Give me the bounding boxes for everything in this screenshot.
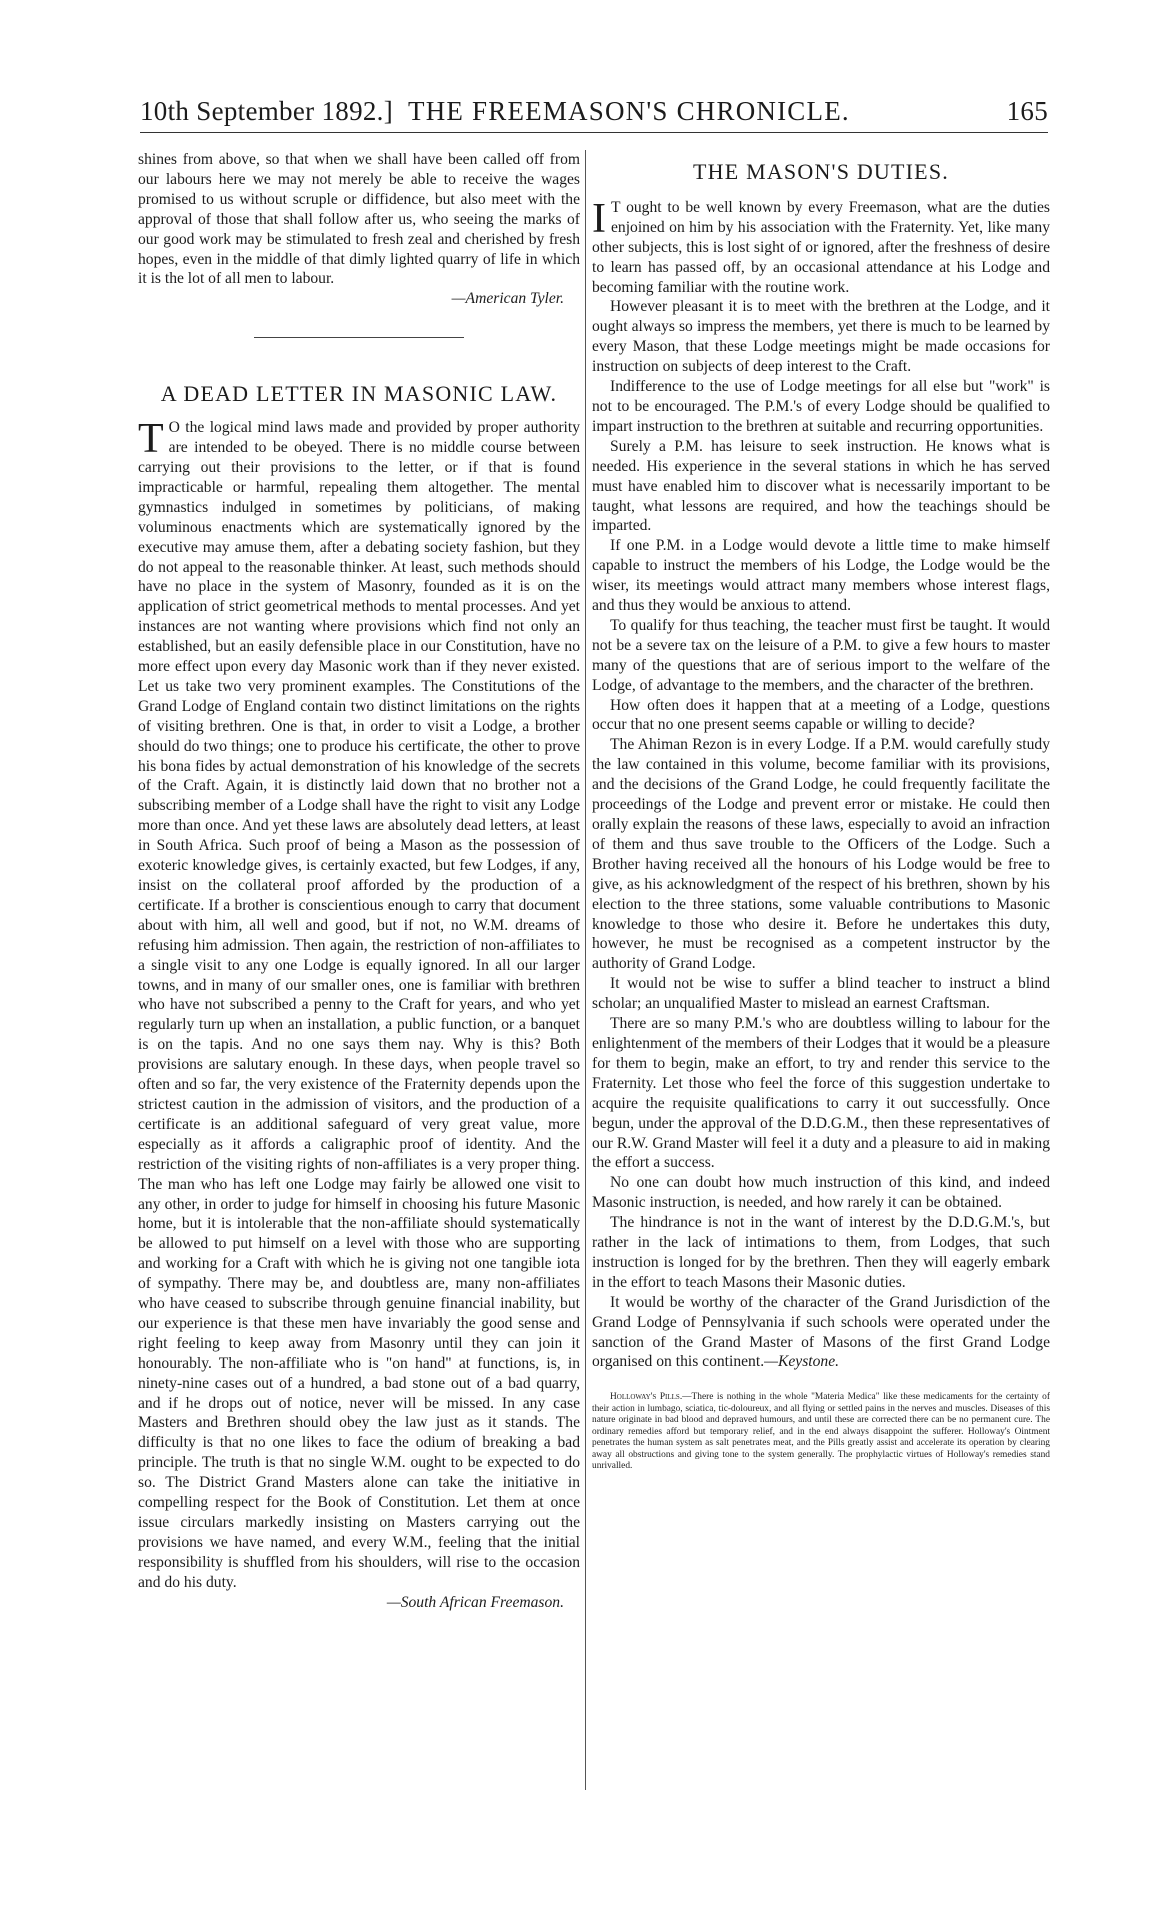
duties-paragraph: The Ahiman Rezon is in every Lodge. If a P.M. would carefully study the law contained in this volume, become familiar with its provisions, and the decisions of the Grand Lodge, he could frequently facilitate the proceedings of the Lodge and prevent error or mistake. He could then orally explain the reasons of these laws, especially to avoid an infraction of them and thus save trouble to the Officers of the Lodge. Such a Brother having received all the honours of his Lodge would be free to give, as his acknowledgment of the respect of his brethren, shown by his election to the three stations, some valuable contributions to Masonic knowledge to those who desire it. Before he undertakes this duty, however, he must be recognised as a competent instructor by the authority of Grand Lodge.: [592, 736, 1050, 973]
advertisement-title: Holloway's Pills.: [610, 1392, 683, 1403]
header-date: 10th September 1892.]: [140, 96, 394, 126]
advertisement-text: —There is nothing in the whole "Materia Medica" like these medicaments for the certainty of their action in lumbago, sciatica, tic-doloureux, and all flying or settled pains in the nerves and muscles. Diseases of this nature originate in bad blood and depraved humours, and until these are corrected there can be no permanent cure. The ordinary remedies afford but temporary relief, and in the end always disappoint the sufferer. Holloway's Ointment penetrates the human system as salt penetrates meat, and the Pills greatly assist and accelerate its operation by clearing away all obstructions and giving tone to the system generally. The prophylactic virtues of Holloway's remedies stand unrivalled.: [592, 1392, 1050, 1472]
duties-paragraph-text: T ought to be well known by every Freemason, what are the duties enjoined on him by his association with the Fraternity. Yet, like many other subjects, this is lost sight of or ignored, after the freshness of desire to learn has passed off, by an occasional attendance at his Lodge and becoming familiar with the routine work.: [592, 198, 1050, 296]
page-number: 165: [1006, 96, 1048, 126]
page-header: [140, 96, 1048, 132]
duties-attribution: —Keystone.: [764, 1353, 840, 1371]
duties-paragraph: [592, 195, 1050, 298]
duties-paragraph-text: It would be worthy of the character of the Grand Jurisdiction of the Grand Lodge of Pennsylvania if such schools were operated under the sanction of the Grand Master of Masons of the first Grand Lodge organised on this continent.: [592, 1293, 1050, 1371]
article-title-masons-duties: THE MASON'S DUTIES.: [693, 159, 949, 184]
header-rule: [140, 132, 1048, 133]
duties-paragraph: How often does it happen that at a meeting of a Lodge, questions occur that no one present seems capable or willing to decide?: [592, 696, 1050, 734]
column-divider: [585, 150, 586, 1790]
duties-paragraph: It would not be wise to suffer a blind teacher to instruct a blind scholar; an unqualified Master to mislead an earnest Craftsman.: [592, 975, 1050, 1013]
intro-paragraph: shines from above, so that when we shall have been called off from our labours here we may not merely be able to receive the wages promised to us without scruple or diffidence, but also meet with the approval of those that shall follow after us, who seeing the marks of our good work may be stimulated to fresh zeal and cherished by fresh hopes, even in the middle of that dimly lighted quarry of life in which it is the lot of all men to labour.: [138, 151, 580, 288]
section-divider: [254, 337, 464, 338]
duties-paragraph: If one P.M. in a Lodge would devote a little time to make himself capable to instruct the members of his Lodge, the Lodge would be the wiser, its meetings would attract many members whose interest flags, and thus they would be anxious to attend.: [592, 537, 1050, 615]
left-column: [138, 150, 580, 1613]
duties-paragraph: The hindrance is not in the want of interest by the D.D.G.M.'s, but rather in the lack of intimations to them, from Lodges, that such instruction is longed for by the brethren. Then they will eagerly embark in the effort to teach Masons their Masonic duties.: [592, 1214, 1050, 1291]
duties-paragraph: To qualify for thus teaching, the teacher must first be taught. It would not be a severe tax on the leisure of a P.M. to give a few hours to master many of the questions that are of serious import to the welfare of the Lodge, of advantage to the members, and the character of the brethren.: [592, 616, 1050, 694]
drop-cap-i: I: [592, 195, 606, 242]
right-column: [592, 150, 1050, 1473]
duties-paragraph: There are so many P.M.'s who are doubtless willing to labour for the enlightenment of the members of their Lodges that it would be a pleasure for them to begin, make an effort, to try and render this service to the Fraternity. Let those who feel the force of this suggestion undertake to acquire the requisite qualifications to carry it out successfully. Once begun, under the approval of the D.D.G.M., then these representatives of our R.W. Grand Master will feel it a duty and a pleasure to aid in making the effort a success.: [592, 1015, 1050, 1172]
drop-cap-t: T: [138, 416, 164, 463]
dead-letter-attribution: —South African Freemason.: [386, 1593, 564, 1611]
duties-paragraph: Indifference to the use of Lodge meetings for all else but "work" is not to be encouraged. The P.M.'s of every Lodge should be qualified to impart instruction to the brethren at suitable and recurring opportunities.: [592, 378, 1050, 435]
duties-paragraph: [592, 1293, 1050, 1373]
duties-paragraph: However pleasant it is to meet with the brethren at the Lodge, and it ought always so impress the members, yet there is much to be learned by every Mason, that these Lodge meetings might be made occasions for instruction on subjects of deep interest to the Craft.: [592, 298, 1050, 376]
dead-letter-text: O the logical mind laws made and provided by proper authority are intended to be obeyed. There is no middle course between carrying out their provisions to the letter, or if that is found impracticable or harmful, repealing them altogether. The mental gymnastics indulged in sometimes by politicians, of making voluminous enactments which are systematically ignored by the executive may amuse them, after a debating society fashion, but they do not appeal to the reasonable thinker. At least, such methods should have no place in the system of Masonry, founded as it is on the application of strict geometrical methods to mental processes. And yet instances are not wanting where provisions which find not only an established, but an easily defensible place in our Constitution, have no more effect upon every day Masonic work than if they never existed. Let us take two very prominent examples. The Constitutions of the Grand Lodge of England contain two distinct limitations on the rights of visiting brethren. One is that, in order to visit a Lodge, a brother should do two things; one to produce his certificate, the other to prove his bona fides by actual demonstration of his knowledge of the secrets of the Craft. Again, it is distinctly laid down that no brother not a subscribing member of a Lodge shall have the right to visit any Lodge more than once. And yet these laws are absolutely dead letters, at least in South Africa. Such proof of being a Mason as the possession of exoteric knowledge gives, is certainly exacted, but few Lodges, if any, insist on the collateral proof afforded by the production of a certificate. If a brother is conscientious enough to carry that document about with him, all well and good, but if not, no W.M. dreams of refusing him admission. Then again, the restriction of non-affiliates to a single visit to any one Lodge is equally ignored. In all our larger towns, and in many of our smaller ones, one is familiar with brethren who have not subscribed a penny to the Craft for years, and who yet regularly turn up when an installation, a public function, or a banquet is on the tapis. And no one says them nay. Why is this? Both provisions are salutary enough. In these days, when people travel so often and so far, the very existence of the Fraternity depends upon the strictest caution in the admission of visitors, and the production of a certificate is an additional safeguard of very great value, more especially as it affords a caligraphic proof of identity. And the restriction of the visiting rights of non-affiliates is a very proper thing. The man who has left one Lodge may fairly be allowed one visit to any other, in order to judge for himself in choosing his future Masonic home, but it is intolerable that the non-affiliate should systematically be allowed to put himself on a level with those who are supporting and working for a Craft with which he is giving not one tangible iota of sympathy. There may be, and doubtless are, many non-affiliates who have ceased to subscribe through genuine financial inability, but our experience is that these men have invariably the good sense and right feeling to keep away from Masonry until they can join it honourably. The non-affiliate who is "on hand" at functions, is, in ninety-nine cases out of a hundred, a bad stone out of a bad quarry, and if he drops out of notice, never will be missed. In any case Masters and Brethren should obey the law just as it stands. The difficulty is that no one likes to face the odium of breaking a bad principle. The truth is that no single W.M. ought to be expected to do so. The District Grand Masters alone can take the initiative in compelling respect for the Book of Constitution. Let them at once issue circulars markedly insisting on Masters carrying out the provisions we have named, and every W.M., feeling that the initial responsibility is shuffled from his shoulders, will rise to the occasion and do his duty.: [138, 419, 580, 1591]
header-title: THE FREEMASON'S CHRONICLE.: [408, 96, 850, 126]
dead-letter-body: [138, 418, 580, 1592]
article-title-dead-letter: A DEAD LETTER IN MASONIC LAW.: [160, 381, 558, 407]
holloway-advertisement: [592, 1392, 1050, 1473]
intro-attribution: —American Tyler.: [451, 290, 564, 308]
duties-paragraph: No one can doubt how much instruction of this kind, and indeed Masonic instruction, is needed, and how rarely it can be obtained.: [592, 1174, 1050, 1212]
duties-paragraph: Surely a P.M. has leisure to seek instruction. He knows what is needed. His experience in the several stations in which he has served must have enabled him to discover what is necessarily important to be taught, what lessons are required, and how the teachings should be imparted.: [592, 437, 1050, 535]
